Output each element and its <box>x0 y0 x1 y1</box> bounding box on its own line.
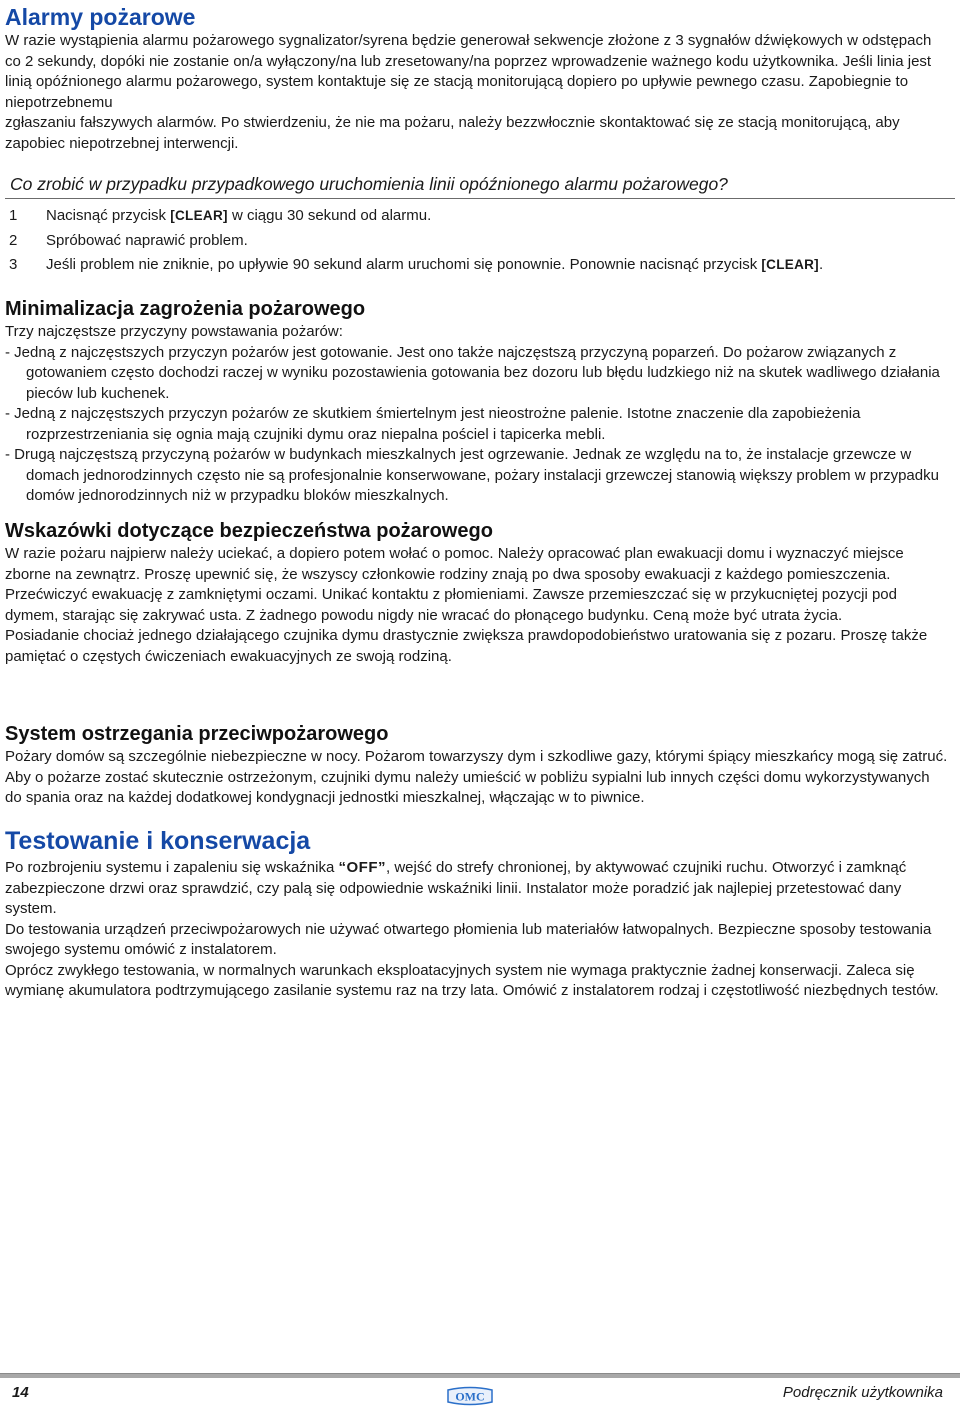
footer-divider <box>0 1373 960 1378</box>
testing-paragraph-2: Do testowania urządzeń przeciwpożarowych nie używać otwartego płomienia lub materiałów łatwopalnych. Bezpieczne sposoby testowania swojego systemu omówić z instalatorem. <box>5 920 932 958</box>
testing-paragraph-1 <box>5 858 950 920</box>
accidental-trigger-subtitle: Co zrobić w przypadku przypadkowego uruchomienia linii opóźnionego alarmu pożarowego? <box>5 172 955 199</box>
section-title-testing: Testowanie i konserwacja <box>5 827 311 855</box>
fire-alarm-paragraph-1: W razie wystąpienia alarmu pożarowego sygnalizator/syrena będzie generował sekwencje złożone z 3 sygnałów dźwiękowych w odstępach co 2 sekundy, dopóki nie zostanie on/a wyłączony/na lub zresetowany/na poprzez wprowadzenie ważnego kodu użytkownika. Jeśli linia jest linią opóźnionego alarmu pożarowego, system kontaktuje się ze stacją monitorującą dopiero po upływie pewnego czasu. Zapobiegnie to niepotrzebnemu <box>5 32 932 111</box>
fire-warning-system-section <box>5 721 950 809</box>
section-title-fire-alarms: Alarmy pożarowe <box>5 4 196 30</box>
fire-alarm-paragraph-2: zgłaszaniu fałszywych alarmów. Po stwierdzeniu, że nie ma pożaru, należy bezzwłocznie skontaktować się ze stacją monitorującą, aby zapobiec niepotrzebnej interwencji. <box>5 114 900 152</box>
step-item <box>5 229 955 254</box>
step-item <box>5 253 955 278</box>
step-number: 3 <box>9 256 18 273</box>
omc-logo <box>446 1384 494 1408</box>
accidental-trigger-section <box>5 172 955 278</box>
footer-document-title: Podręcznik użytkownika <box>782 1384 943 1401</box>
fire-risk-section <box>5 296 950 507</box>
step-number: 2 <box>9 231 18 249</box>
logo-text: OMC <box>455 1389 485 1404</box>
clear-key-label: [CLEAR] <box>170 208 228 223</box>
step-item <box>5 204 955 229</box>
fire-risk-intro: Trzy najczęstsze przyczyny powstawania pożarów: <box>5 323 343 340</box>
safety-paragraph: Przećwiczyć ewakuację z zamkniętymi oczami. Unikać kontaktu z płomieniami. Zawsze przemieszczać się w przykucniętej pozycji pod dymem, starając się zakrywać usta. Z żadnego powodu nigdy nie wracać do płonącego budynku. Ceną może być utrata życia. <box>5 586 897 624</box>
step-text-pre: Nacisnąć przycisk <box>46 207 171 224</box>
page-number: 14 <box>12 1384 29 1401</box>
safety-paragraph: Posiadanie chociaż jednego działającego czujnika dymu drastycznie zwiększa prawdopodobieństwo uratowania się z pozaru. Proszę także pamiętać o częstych ćwiczeniach ewakuacyjnych ze swoją rodziną. <box>5 627 928 665</box>
fire-alarm-section <box>5 1 950 154</box>
warning-system-paragraph: Pożary domów są szczególnie niebezpieczne w nocy. Pożarom towarzyszy dym i szkodliwe gazy, którymi śpiący mieszkańcy mogą się zatruć. Aby o pożarze zostać skutecznie ostrzeżonym, czujniki dymu należy umieścić w pobliżu sypialni lub innych części domu wykorzystywanych do spania oraz na każdej dodatkowej kondygnacji jednostki mieszkalnej, włączając w to piwnice. <box>5 748 948 806</box>
section-title-warning-system: System ostrzegania przeciwpożarowego <box>5 723 389 745</box>
step-text-post: w ciągu 30 sekund od alarmu. <box>227 207 432 224</box>
testing-text-pre: Po rozbrojeniu systemu i zapaleniu się wskaźnika <box>5 859 339 876</box>
testing-maintenance-section <box>5 825 950 1002</box>
fire-cause-item: - Jedną z najczęstszych przyczyn pożarów jest gotowanie. Jest ono także najczęstszą przyczyną poparzeń. Do pożarow związanych z gotowaniem często dochodzi raczej w wyniku pozostawienia gotowania bez dozoru lub błędu ludzkiego niż na skutek wadliwego działania pieców lub kuchenek. <box>5 343 940 402</box>
safety-paragraph: W razie pożaru najpierw należy uciekać, a dopiero potem wołać o pomoc. Należy opracować plan ewakuacji domu i wyznaczyć miejsce zborne na zewnątrz. Proszę upewnić się, że wszyscy członkowie rodziny znają po dwa sposoby ewakuacji z każdego pomieszczenia. <box>5 545 904 583</box>
step-text-pre: Jeśli problem nie zniknie, po upływie 90 sekund alarm uruchomi się ponownie. Ponownie nacisnąć przycisk <box>46 256 762 273</box>
fire-cause-item: - Jedną z najczęstszych przyczyn pożarów ze skutkiem śmiertelnym jest nieostrożne palenie. Istotne znaczenie dla zapobieżenia rozprzestrzeniania się ognia mają czujniki dymu oraz niepalna pościel i tapicerka mebli. <box>5 405 861 443</box>
off-indicator-label: “OFF” <box>338 859 386 876</box>
testing-text-post: , wejść do strefy chronionej, by aktywować czujniki ruchu. Otworzyć i zamknąć zabezpieczone drzwi oraz sprawdzić, czy palą się odpowiednie wskaźniki linii. Instalator może poradzić jak najlepiej przetestować dany system. <box>5 859 907 917</box>
clear-key-label: [CLEAR] <box>761 257 819 272</box>
section-title-safety-tips: Wskazówki dotyczące bezpieczeństwa pożarowego <box>5 520 493 542</box>
step-list <box>5 204 955 278</box>
step-text <box>46 204 431 229</box>
section-title-fire-risk: Minimalizacja zagrożenia pożarowego <box>5 298 366 320</box>
step-text: Spróbować naprawić problem. <box>46 231 248 249</box>
fire-safety-tips-section <box>5 518 950 667</box>
testing-paragraph-3: Oprócz zwykłego testowania, w normalnych warunkach eksploatacyjnych system nie wymaga praktycznie żadnej konserwacji. Zaleca się wymianę akumulatora podtrzymującego zasilanie systemu raz na trzy lata. Omówić z instalatorem rodzaj i częstotliwość niezbędnych testów. <box>5 961 939 999</box>
fire-cause-item: - Drugą najczęstszą przyczyną pożarów w budynkach mieszkalnych jest ogrzewanie. Jednak ze względu na to, że instalacje grzewcze w domach jednorodzinnych często nie są profesjonalnie konserwowane, pożary instalacji grzewczej stanowią większy problem w przypadku domów jednorodzinnych niż w przypadku bloków mieszkalnych. <box>5 446 939 504</box>
step-text-post: . <box>818 256 824 273</box>
step-text <box>46 253 823 278</box>
step-number: 1 <box>9 207 18 224</box>
